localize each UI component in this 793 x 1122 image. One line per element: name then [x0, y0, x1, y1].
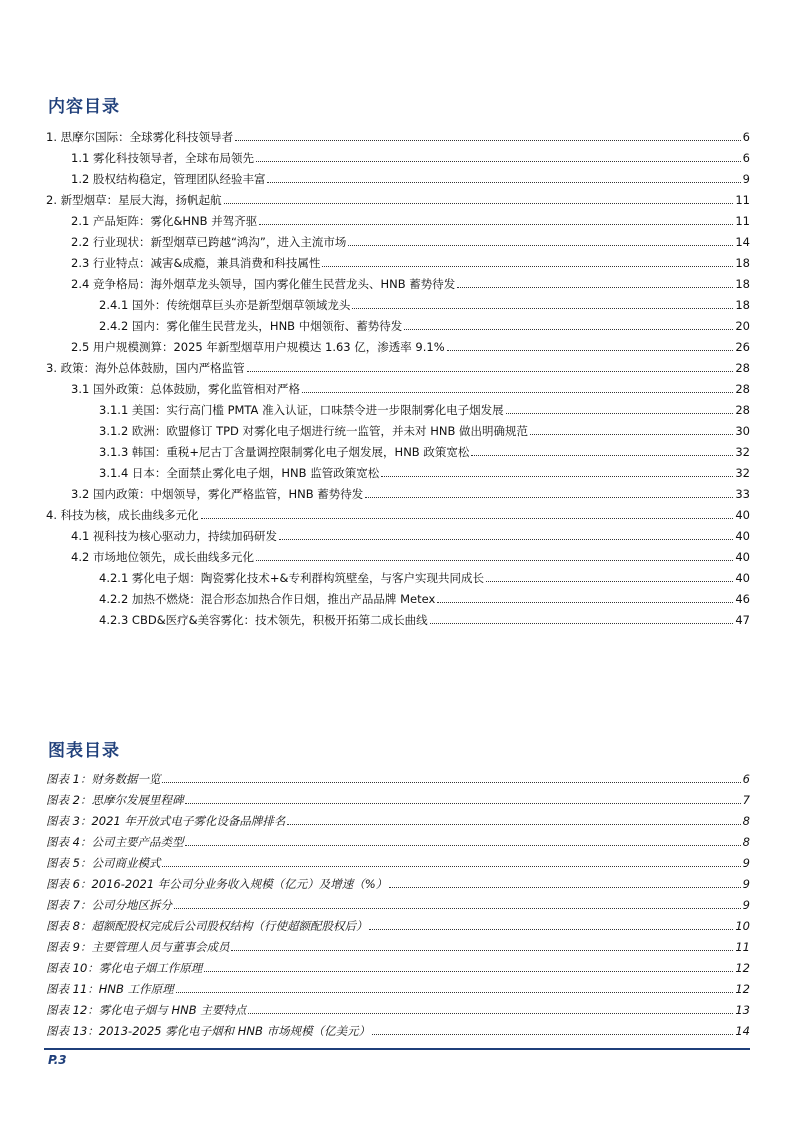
toc-entry-page: 28	[735, 382, 750, 396]
toc-entry[interactable]	[40, 609, 750, 627]
toc-entry[interactable]	[40, 231, 750, 249]
toc-entry-page: 40	[735, 529, 750, 543]
leader-dots	[267, 181, 740, 183]
toc-entry-page: 32	[735, 466, 750, 480]
leader-dots	[247, 370, 734, 372]
toc-entry-label: 2.1 产品矩阵：雾化&HNB 并驾齐驱	[71, 214, 258, 228]
figure-entry-page: 9	[742, 856, 750, 870]
figure-entry-page: 8	[742, 835, 750, 849]
toc-entry[interactable]	[40, 189, 750, 207]
leader-dots	[530, 433, 733, 435]
figure-entry[interactable]	[40, 1020, 750, 1038]
toc-entry[interactable]	[40, 399, 750, 417]
page-number: P.3	[48, 1053, 67, 1067]
figure-entry-label: 图表 6：2016-2021 年公司分业务收入规模（亿元）及增速（%）	[46, 877, 388, 891]
leader-dots	[447, 349, 734, 351]
toc-entry[interactable]	[40, 483, 750, 501]
toc-entry[interactable]	[40, 168, 750, 186]
toc-entry[interactable]	[40, 588, 750, 606]
toc-entry[interactable]	[40, 567, 750, 585]
toc-entry-page: 18	[735, 277, 750, 291]
toc-entry-label: 3.1.1 美国：实行高门槛 PMTA 准入认证，口味禁令进一步限制雾化电子烟发展	[99, 403, 504, 417]
figure-entry[interactable]	[40, 873, 750, 891]
figure-entry-label: 图表 10：雾化电子烟工作原理	[46, 961, 203, 975]
toc-entry-label: 3. 政策：海外总体鼓励，国内严格监管	[46, 361, 245, 375]
figure-entry[interactable]	[40, 936, 750, 954]
leader-dots	[437, 601, 733, 603]
leader-dots	[389, 886, 740, 888]
figure-entry[interactable]	[40, 915, 750, 933]
toc-entry[interactable]	[40, 252, 750, 270]
leader-dots	[231, 949, 733, 951]
toc-entry-page: 32	[735, 445, 750, 459]
toc-entry-page: 26	[735, 340, 750, 354]
leader-dots	[235, 139, 741, 141]
toc-entry-label: 3.1.4 日本：全面禁止雾化电子烟，HNB 监管政策宽松	[99, 466, 380, 480]
figure-entry[interactable]	[40, 894, 750, 912]
toc-entry-page: 40	[735, 508, 750, 522]
toc-entry-page: 33	[735, 487, 750, 501]
leader-dots	[287, 823, 740, 825]
figure-entry[interactable]	[40, 768, 750, 786]
leader-dots	[430, 622, 734, 624]
toc-entry[interactable]	[40, 441, 750, 459]
figure-entry-label: 图表 13：2013-2025 雾化电子烟和 HNB 市场规模（亿美元）	[46, 1024, 371, 1038]
figure-entry-page: 12	[735, 982, 750, 996]
toc-entry-label: 4.1 视科技为核心驱动力，持续加码研发	[71, 529, 277, 543]
figure-entry[interactable]	[40, 957, 750, 975]
leader-dots	[201, 517, 734, 519]
figure-entry-page: 9	[742, 898, 750, 912]
toc-entry-label: 3.1 国外政策：总体鼓励，雾化监管相对严格	[71, 382, 300, 396]
figure-entry-label: 图表 3：2021 年开放式电子雾化设备品牌排名	[46, 814, 286, 828]
toc-entry-page: 28	[735, 403, 750, 417]
leader-dots	[372, 1033, 733, 1035]
toc-entry-page: 18	[735, 298, 750, 312]
figure-entry[interactable]	[40, 831, 750, 849]
figure-entry-label: 图表 11：HNB 工作原理	[46, 982, 174, 996]
figure-entry-page: 11	[735, 940, 750, 954]
leader-dots	[369, 928, 733, 930]
toc-entry[interactable]	[40, 525, 750, 543]
figures-title: 图表目录	[48, 741, 120, 761]
figure-entry-page: 6	[742, 772, 750, 786]
leader-dots	[348, 244, 733, 246]
toc-entry-page: 18	[735, 256, 750, 270]
leader-dots	[224, 202, 734, 204]
toc-entry-page: 20	[735, 319, 750, 333]
figure-entry-label: 图表 4：公司主要产品类型	[46, 835, 184, 849]
toc-entry-page: 11	[735, 193, 750, 207]
figure-entry-page: 7	[742, 793, 750, 807]
toc-entry-page: 11	[735, 214, 750, 228]
figure-entry-page: 14	[735, 1024, 750, 1038]
toc-entry[interactable]	[40, 420, 750, 438]
leader-dots	[486, 580, 733, 582]
figure-entry-label: 图表 2：思摩尔发展里程碑	[46, 793, 184, 807]
toc-entry-page: 40	[735, 571, 750, 585]
toc-entry-label: 1. 思摩尔国际：全球雾化科技领导者	[46, 130, 234, 144]
toc-entry-label: 1.1 雾化科技领导者，全球布局领先	[71, 151, 254, 165]
toc-entry-label: 4. 科技为核，成长曲线多元化	[46, 508, 199, 522]
toc-entry-page: 47	[735, 613, 750, 627]
leader-dots	[162, 865, 740, 867]
leader-dots	[256, 160, 741, 162]
toc-entry-label: 2.5 用户规模测算：2025 年新型烟草用户规模达 1.63 亿，渗透率 9.1%	[71, 340, 445, 354]
leader-dots	[352, 307, 733, 309]
leader-dots	[381, 475, 733, 477]
leader-dots	[365, 496, 733, 498]
leader-dots	[176, 991, 734, 993]
toc-entry[interactable]	[40, 462, 750, 480]
toc-entry-page: 6	[742, 151, 750, 165]
toc-entry-label: 4.2.2 加热不燃烧：混合形态加热合作日烟，推出产品品牌 Metex	[99, 592, 436, 606]
figure-entry[interactable]	[40, 810, 750, 828]
figure-entry[interactable]	[40, 999, 750, 1017]
leader-dots	[259, 223, 733, 225]
leader-dots	[185, 844, 740, 846]
figure-entry-label: 图表 5：公司商业模式	[46, 856, 161, 870]
figure-entry-page: 9	[742, 877, 750, 891]
leader-dots	[279, 538, 733, 540]
figure-entry[interactable]	[40, 789, 750, 807]
figure-entry-label: 图表 8：超额配股权完成后公司股权结构（行使超额配股权后）	[46, 919, 368, 933]
toc-entry-label: 2.4.1 国外：传统烟草巨头亦是新型烟草领域龙头	[99, 298, 351, 312]
leader-dots	[457, 286, 733, 288]
figure-entry[interactable]	[40, 978, 750, 996]
toc-entry-label: 2.3 行业特点：减害&成瘾，兼具消费和科技属性	[71, 256, 321, 270]
leader-dots	[302, 391, 733, 393]
toc-entry[interactable]	[40, 294, 750, 312]
toc-entry[interactable]	[40, 504, 750, 522]
toc-entry-label: 2.4.2 国内：雾化催生民营龙头，HNB 中烟领衔、蓄势待发	[99, 319, 403, 333]
leader-dots	[248, 1012, 733, 1014]
toc-entry-label: 3.2 国内政策：中烟领导，雾化严格监管，HNB 蓄势待发	[71, 487, 364, 501]
toc-entry-label: 4.2.1 雾化电子烟：陶瓷雾化技术+&专利群构筑壁垒，与客户实现共同成长	[99, 571, 485, 585]
toc-entry-label: 4.2.3 CBD&医疗&美容雾化：技术领先，积极开拓第二成长曲线	[99, 613, 428, 627]
leader-dots	[185, 802, 740, 804]
toc-entry-page: 9	[742, 172, 750, 186]
figure-entry-page: 10	[735, 919, 750, 933]
toc-entry[interactable]	[40, 126, 750, 144]
toc-entry-page: 30	[735, 424, 750, 438]
leader-dots	[162, 781, 740, 783]
figure-entry-label: 图表 7：公司分地区拆分	[46, 898, 172, 912]
toc-entry-page: 6	[742, 130, 750, 144]
toc-entry-page: 14	[735, 235, 750, 249]
leader-dots	[204, 970, 733, 972]
toc-entry[interactable]	[40, 273, 750, 291]
toc-entry-label: 4.2 市场地位领先，成长曲线多元化	[71, 550, 254, 564]
toc-entry-label: 1.2 股权结构稳定，管理团队经验丰富	[71, 172, 266, 186]
toc-entry-label: 2.2 行业现状：新型烟草已跨越“鸿沟”，进入主流市场	[71, 235, 347, 249]
toc-entry-page: 28	[735, 361, 750, 375]
toc-entry[interactable]	[40, 378, 750, 396]
leader-dots	[506, 412, 734, 414]
figure-entry-label: 图表 9：主要管理人员与董事会成员	[46, 940, 230, 954]
toc-entry-label: 2.4 竞争格局：海外烟草龙头领导，国内雾化催生民营龙头、HNB 蓄势待发	[71, 277, 456, 291]
figure-entry-label: 图表 12：雾化电子烟与 HNB 主要特点	[46, 1003, 247, 1017]
toc-title: 内容目录	[48, 97, 120, 117]
toc-entry[interactable]	[40, 210, 750, 228]
figure-entry-label: 图表 1：财务数据一览	[46, 772, 161, 786]
toc-entry-page: 40	[735, 550, 750, 564]
leader-dots	[404, 328, 733, 330]
toc-entry[interactable]	[40, 546, 750, 564]
footer-rule	[44, 1048, 750, 1050]
toc-entry[interactable]	[40, 357, 750, 375]
figure-entry[interactable]	[40, 852, 750, 870]
leader-dots	[174, 907, 741, 909]
figure-entry-page: 8	[742, 814, 750, 828]
toc-entry-label: 3.1.2 欧洲：欧盟修订 TPD 对雾化电子烟进行统一监管，并未对 HNB 做出明确规范	[99, 424, 528, 438]
figure-entry-page: 12	[735, 961, 750, 975]
toc-entry-label: 3.1.3 韩国：重税+尼古丁含量调控限制雾化电子烟发展，HNB 政策宽松	[99, 445, 470, 459]
leader-dots	[471, 454, 733, 456]
figure-entry-page: 13	[735, 1003, 750, 1017]
toc-entry-page: 46	[735, 592, 750, 606]
toc-entry[interactable]	[40, 336, 750, 354]
toc-entry[interactable]	[40, 147, 750, 165]
leader-dots	[256, 559, 733, 561]
toc-entry-label: 2. 新型烟草：星辰大海，扬帆起航	[46, 193, 222, 207]
leader-dots	[322, 265, 733, 267]
toc-entry[interactable]	[40, 315, 750, 333]
